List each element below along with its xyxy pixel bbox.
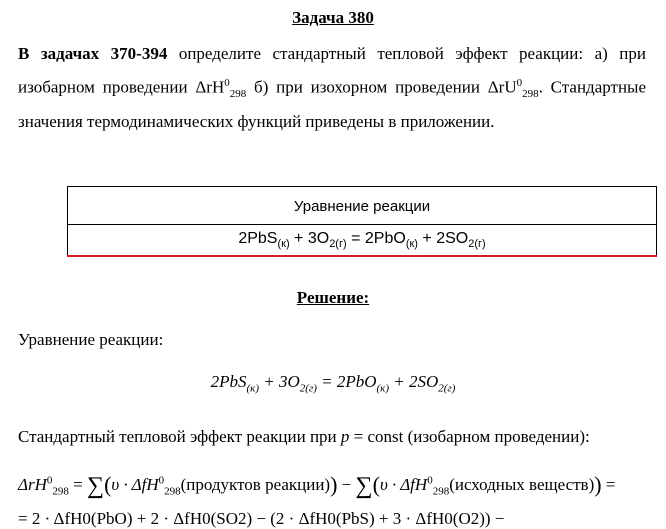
std-text-p: p (340, 427, 350, 446)
task-statement (18, 40, 646, 137)
table-row (68, 225, 656, 255)
dh-sup: 0 (224, 76, 230, 89)
formula-lhs-sub: 298 (52, 485, 69, 498)
reaction-table (67, 186, 657, 256)
formula-f-sub-1: 298 (164, 485, 181, 498)
eq-state-3: (к) (376, 382, 389, 395)
dh-sub: 298 (229, 87, 247, 100)
paren-close-2: ) (594, 472, 602, 497)
paren-open-2: ( (372, 472, 380, 497)
statement-part-a: определите стандартный тепловой эффект реакции: а) при изобарном проведении (18, 44, 646, 97)
formula-end: = (601, 475, 616, 494)
paren-open-1: ( (104, 472, 112, 497)
std-text-a: Стандартный тепловой эффект реакции при (18, 427, 341, 446)
paren-close-1: ) (330, 472, 338, 497)
eq-state-1: (к) (246, 382, 259, 395)
eq-term-4: + 2SO (389, 372, 439, 391)
reaction-state-1: (к) (277, 238, 290, 251)
task-title: Задача 380 (292, 8, 374, 27)
task-range-bold: В задачах 370-394 (18, 44, 168, 63)
formula-reactants: (исходных веществ) (449, 475, 595, 494)
reaction-term-4: + 2SO (417, 230, 469, 247)
sum-sign-1: ∑ (86, 473, 105, 499)
du-sub: 298 (522, 87, 539, 100)
formula-products: (продуктов реакции) (180, 475, 331, 494)
formula-lhs: ΔrH (18, 475, 47, 494)
enthalpy-formula-line2: = 2 · ΔfH0(PbO) + 2 · ΔfH0(SO2) − (2 · ΔfH0(PbS) + 3 · ΔfH0(O2)) − (18, 509, 505, 528)
reaction-equation (0, 372, 666, 394)
statement-part-c: . Стандартные значения термодинамических функций приведены в приложении. (18, 77, 647, 132)
std-text-b: = const (изобарном проведении): (349, 427, 590, 446)
formula-nu-1: υ · ΔfH (111, 475, 159, 494)
formula-f-sup-2: 0 (427, 474, 433, 487)
eq-state-4: 2(г) (438, 382, 456, 395)
formula-nu-2: υ · ΔfH (379, 475, 428, 494)
red-divider (67, 255, 657, 257)
std-effect-text (18, 427, 590, 447)
statement-part-b: б) при изохорном проведении (246, 77, 488, 97)
formula-f-sub-2: 298 (432, 485, 450, 498)
eq-term-3: = 2PbO (316, 372, 377, 391)
reaction-state-3: (к) (405, 238, 418, 251)
formula-f-sup-1: 0 (158, 474, 165, 487)
solution-title: Решение: (296, 288, 370, 307)
sum-sign-2: ∑ (355, 473, 373, 499)
enthalpy-formula (18, 472, 615, 500)
formula-eq: = (68, 475, 87, 494)
du-sup: 0 (516, 76, 523, 89)
table-header: Уравнение реакции (68, 187, 656, 225)
eq-state-2: 2(г) (299, 382, 317, 395)
reaction-state-2: 2(г) (329, 238, 347, 251)
equation-label: Уравнение реакции: (18, 330, 164, 349)
eq-term-2: + 3O (259, 372, 300, 391)
reaction-term-1: 2PbS (238, 230, 278, 247)
reaction-term-3: = 2PbO (346, 230, 406, 247)
du-symbol: ΔrU (487, 77, 517, 97)
eq-term-1: 2PbS (210, 372, 247, 391)
dh-symbol: ΔrH (195, 77, 225, 97)
reaction-term-2: + 3O (289, 230, 330, 247)
reaction-state-4: 2(г) (468, 238, 486, 251)
formula-lhs-sup: 0 (46, 474, 53, 487)
formula-minus: − (337, 475, 356, 494)
